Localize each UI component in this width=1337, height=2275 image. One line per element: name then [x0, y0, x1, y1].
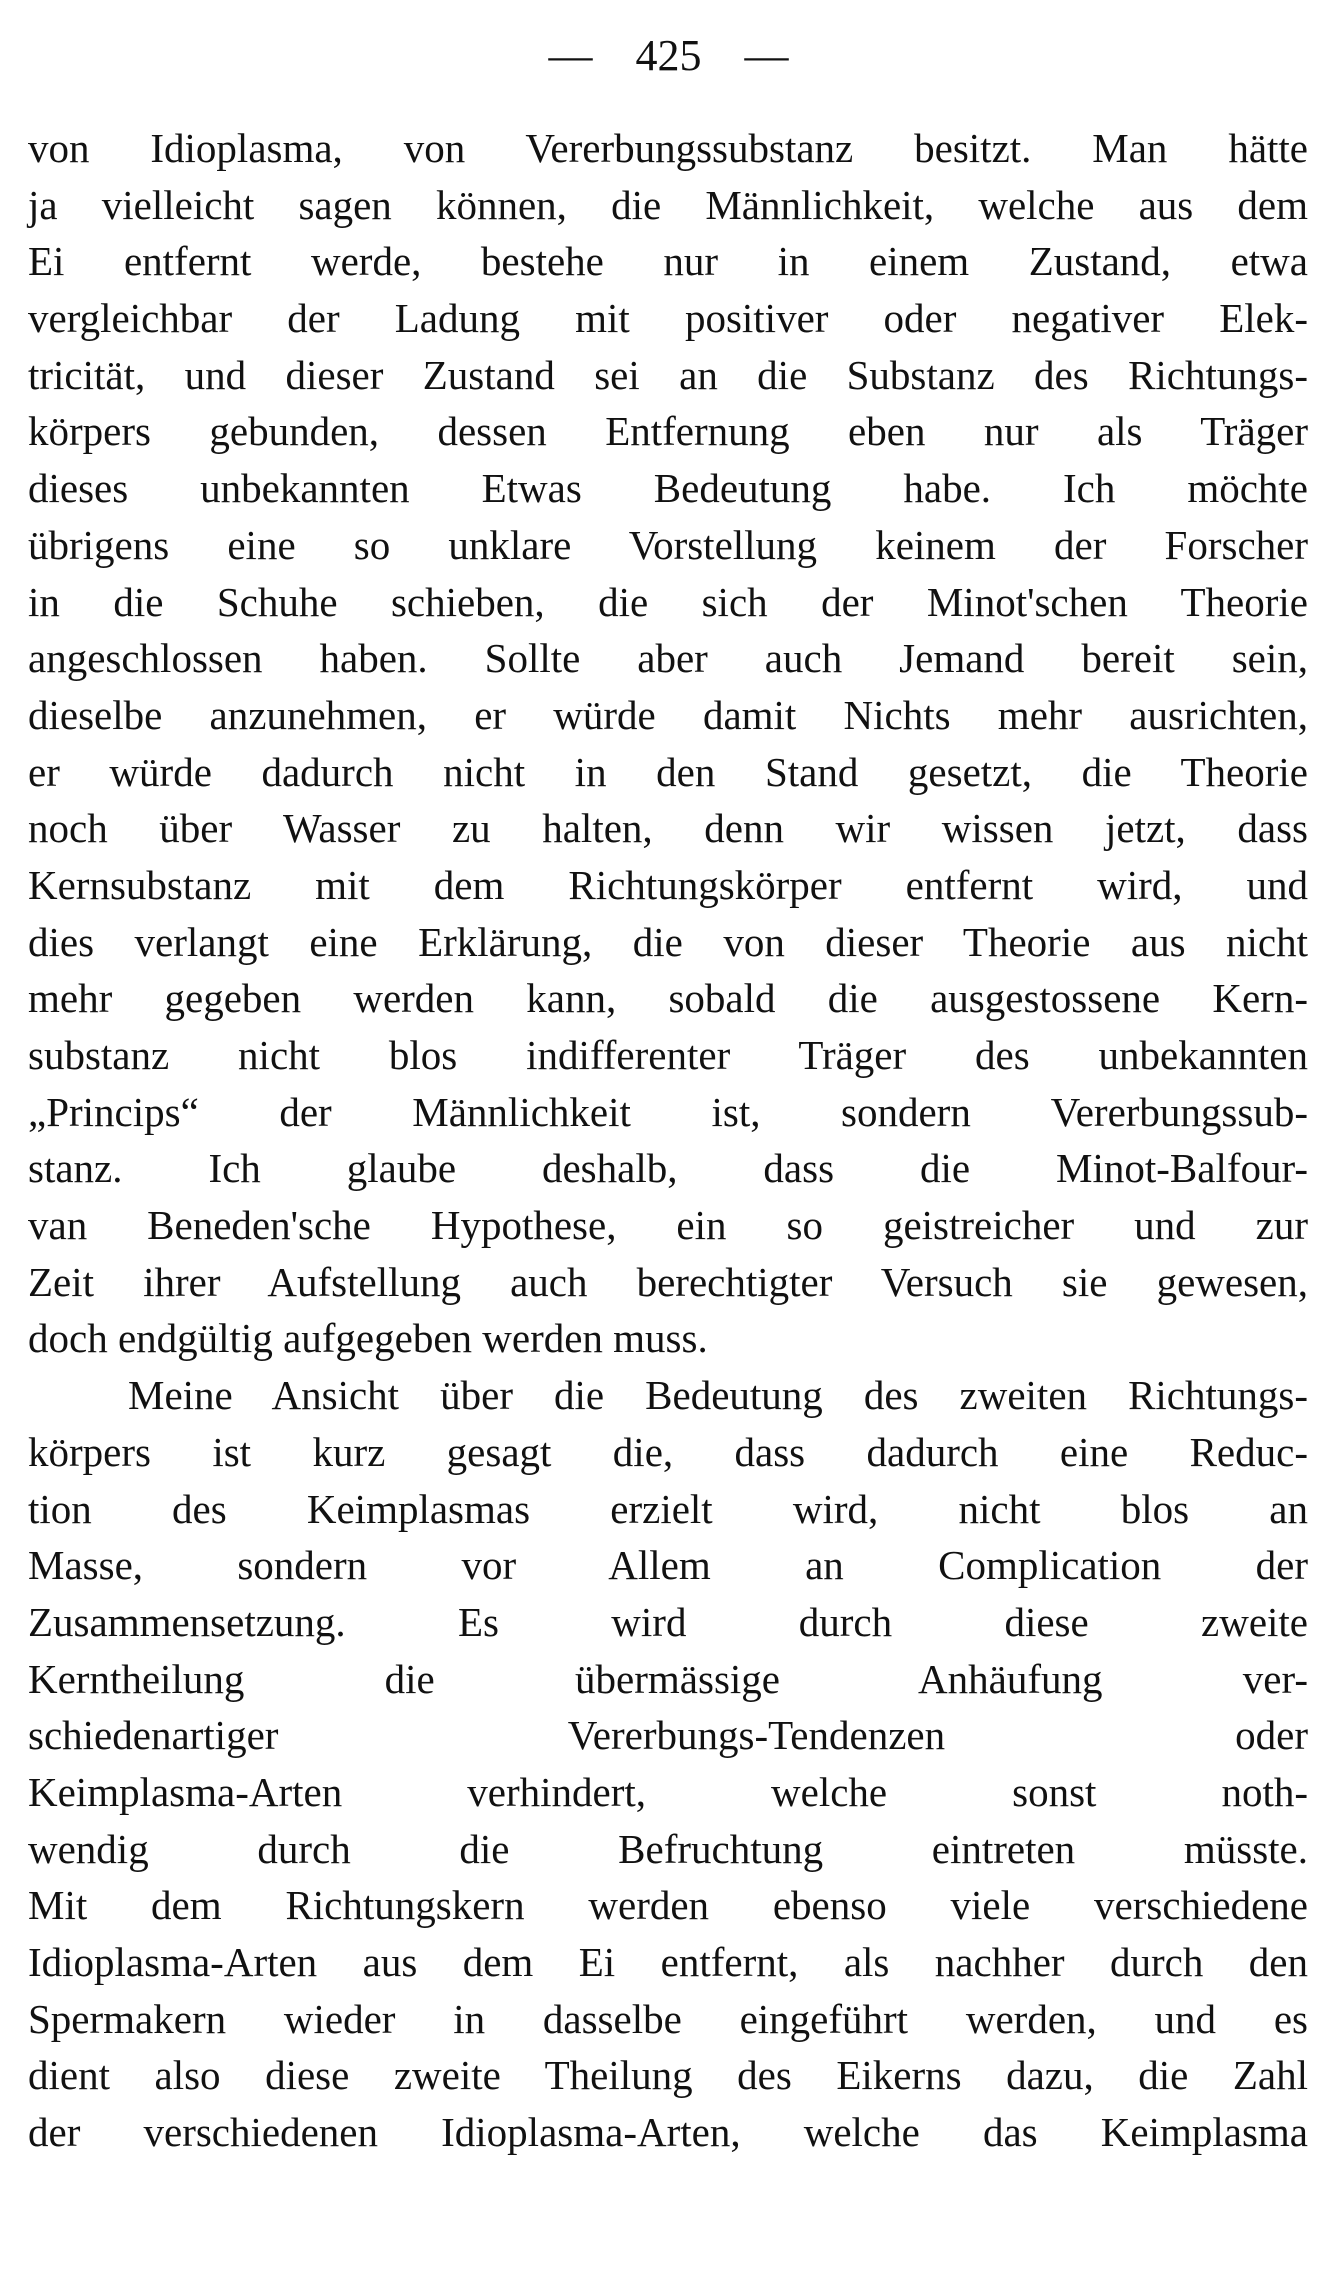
text-line: übrigens eine so unklare Vorstellung keinem der Forscher — [28, 521, 1308, 568]
text-line: tricität, und dieser Zustand sei an die Substanz des Richtungs- — [28, 351, 1308, 398]
text-line: von Idioplasma, von Vererbungssubstanz besitzt. Man hätte — [28, 125, 1308, 171]
text-line: Idioplasma-Arten aus dem Ei entfernt, als nachher durch den — [28, 1939, 1308, 1985]
text-line: angeschlossen haben. Sollte aber auch Jemand bereit sein, — [28, 635, 1308, 682]
text-line: dieses unbekannten Etwas Bedeutung habe. Ich möchte — [28, 465, 1308, 512]
text-line: schiedenartiger Vererbungs-Tendenzen oder — [28, 1712, 1308, 1759]
text-line: ja vielleicht sagen können, die Männlichkeit, welche aus dem — [28, 181, 1308, 228]
text-line: dient also diese zweite Theilung des Eikerns dazu, die Zahl — [28, 2052, 1308, 2099]
text-line: van Beneden'sche Hypothese, ein so geistreicher und zur — [28, 1202, 1308, 1249]
text-line: vergleichbar der Ladung mit positiver oder negativer Elek- — [28, 295, 1308, 342]
text-line: „Princips“ der Männlichkeit ist, sondern Vererbungssub- — [28, 1088, 1308, 1135]
text-line: Masse, sondern vor Allem an Complication der — [28, 1542, 1308, 1589]
text-line: noch über Wasser zu halten, denn wir wissen jetzt, dass — [28, 805, 1308, 852]
text-line: Spermakern wieder in dasselbe eingeführt werden, und es — [28, 1995, 1308, 2042]
text-line: der verschiedenen Idioplasma-Arten, welche das Keimplasma — [28, 2109, 1308, 2156]
text-line: wendig durch die Befruchtung eintreten müsste. — [28, 1825, 1308, 1872]
text-line: doch endgültig aufgegeben werden muss. — [28, 1315, 708, 1362]
text-line: Keimplasma-Arten verhindert, welche sonst noth- — [28, 1768, 1308, 1815]
text-line: tion des Keimplasmas erzielt wird, nicht blos an — [28, 1485, 1308, 1532]
text-line: substanz nicht blos indifferenter Träger des unbekannten — [28, 1032, 1308, 1078]
text-line: er würde dadurch nicht in den Stand gesetzt, die Theorie — [28, 748, 1308, 795]
text-line: dies verlangt eine Erklärung, die von dieser Theorie aus nicht — [28, 918, 1308, 965]
page-header — [0, 28, 1337, 84]
text-line: dieselbe anzunehmen, er würde damit Nichts mehr ausrichten, — [28, 691, 1308, 738]
text-line: körpers gebunden, dessen Entfernung eben nur als Träger — [28, 408, 1308, 455]
page-number: 425 — [635, 31, 702, 80]
text-line: körpers ist kurz gesagt die, dass dadurch eine Reduc- — [28, 1428, 1308, 1475]
text-line: Kernsubstanz mit dem Richtungskörper entfernt wird, und — [28, 861, 1308, 908]
text-line: Meine Ansicht über die Bedeutung des zweiten Richtungs- — [128, 1372, 1308, 1419]
header-dash-left: — — [548, 31, 593, 80]
header-dash-right: — — [744, 31, 789, 80]
text-line: stanz. Ich glaube deshalb, dass die Minot-Balfour- — [28, 1145, 1308, 1192]
text-line: Kerntheilung die übermässige Anhäufung ver- — [28, 1655, 1308, 1702]
text-line: Ei entfernt werde, bestehe nur in einem Zustand, etwa — [28, 238, 1308, 285]
text-line: Zeit ihrer Aufstellung auch berechtigter Versuch sie gewesen, — [28, 1258, 1308, 1305]
body-text — [28, 120, 1308, 2161]
text-line: in die Schuhe schieben, die sich der Minot'schen Theorie — [28, 578, 1308, 625]
text-line: Mit dem Richtungskern werden ebenso viele verschiedene — [28, 1882, 1308, 1929]
text-line: Zusammensetzung. Es wird durch diese zweite — [28, 1598, 1308, 1645]
text-line: mehr gegeben werden kann, sobald die ausgestossene Kern- — [28, 975, 1308, 1022]
